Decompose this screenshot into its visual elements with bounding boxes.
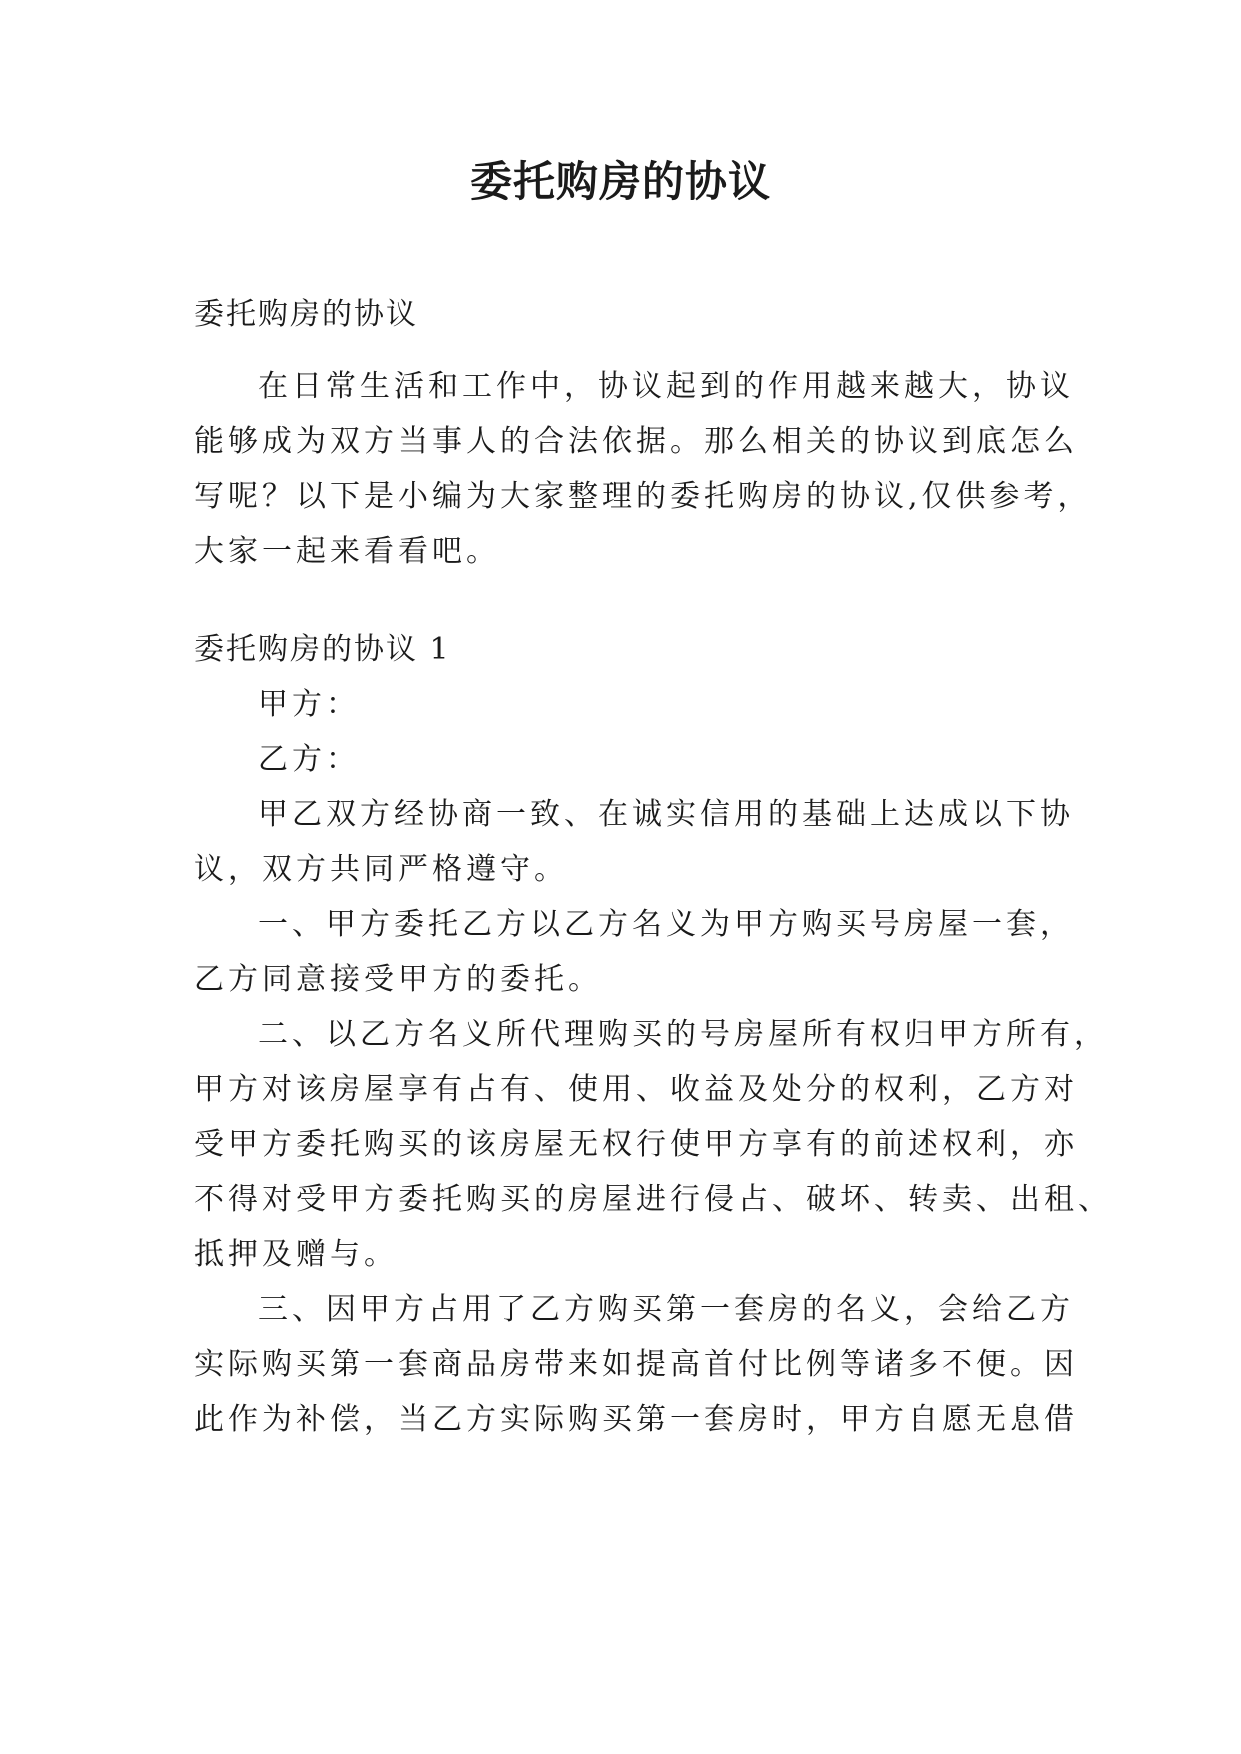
intro-line-2: 能够成为双方当事人的合法依据。那么相关的协议到底怎么 [194, 424, 1078, 459]
clause-3-line-1: 三、因甲方占用了乙方购买第一套房的名义，会给乙方 [258, 1292, 1074, 1327]
clause-2-line-1: 二、以乙方名义所代理购买的号房屋所有权归甲方所有， [258, 1017, 1108, 1052]
clause-2-line-3: 受甲方委托购买的该房屋无权行使甲方享有的前述权利，亦 [194, 1127, 1078, 1162]
clause-2-line-5: 抵押及赠与。 [194, 1237, 398, 1272]
clause-1-line-1: 一、甲方委托乙方以乙方名义为甲方购买号房屋一套， [258, 907, 1074, 942]
clause-2-line-4: 不得对受甲方委托购买的房屋进行侵占、破坏、转卖、出租、 [194, 1182, 1112, 1217]
party-a-label: 甲方： [258, 687, 360, 722]
clause-2-line-2: 甲方对该房屋享有占有、使用、收益及处分的权利，乙方对 [194, 1072, 1078, 1107]
party-b-label: 乙方： [258, 742, 360, 777]
section-heading: 委托购房的协议 1 [194, 632, 451, 667]
document-title: 委托购房的协议 [469, 157, 771, 206]
preamble-line-1: 甲乙双方经协商一致、在诚实信用的基础上达成以下协 [258, 797, 1074, 832]
clause-3-line-2: 实际购买第一套商品房带来如提高首付比例等诸多不便。因 [194, 1347, 1078, 1382]
intro-line-4: 大家一起来看看吧。 [194, 534, 500, 569]
intro-line-1: 在日常生活和工作中，协议起到的作用越来越大，协议 [258, 369, 1074, 404]
intro-line-3: 写呢？以下是小编为大家整理的委托购房的协议,仅供参考， [194, 479, 1092, 514]
preamble-line-2: 议，双方共同严格遵守。 [194, 852, 568, 887]
clause-1-line-2: 乙方同意接受甲方的委托。 [194, 962, 602, 997]
document-subtitle: 委托购房的协议 [194, 297, 418, 332]
clause-3-line-3: 此作为补偿，当乙方实际购买第一套房时，甲方自愿无息借 [194, 1402, 1078, 1437]
